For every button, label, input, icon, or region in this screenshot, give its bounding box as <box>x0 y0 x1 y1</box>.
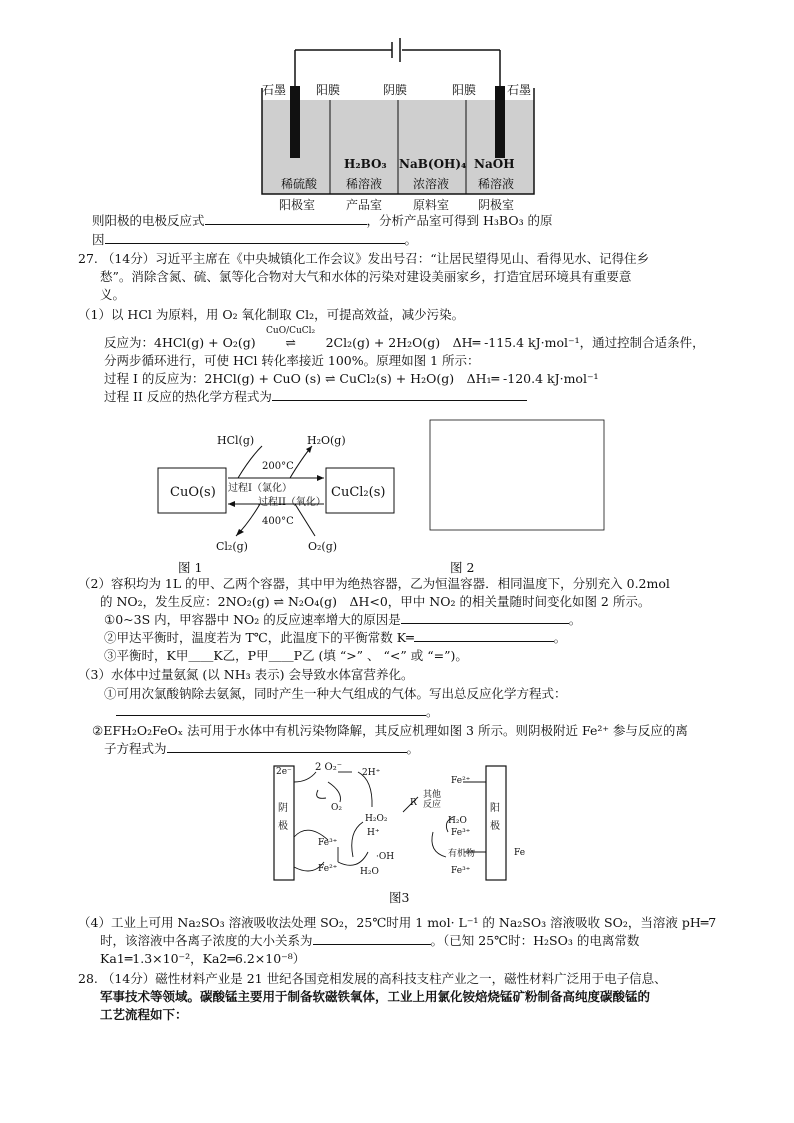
fig1-cuo: CuO(s) <box>170 485 216 500</box>
fig3-oh-radical: ·OH <box>376 852 395 862</box>
label-cation-membrane-2: 阳膜 <box>452 83 477 97</box>
part2-line-3: ①0~3S 内，甲容器中 NO₂ 的反应速率增大的原因是 。 <box>104 612 582 627</box>
part3-line-1: （3）水体中过量氨氮 (以 NH₃ 表示) 会导致水体富营养化。 <box>78 667 414 682</box>
fig3-fe2-top: Fe²⁺ <box>451 776 471 786</box>
solution-formula-nabo: NaB(OH)₄ <box>399 157 467 171</box>
fig3-fe-label: Fe <box>514 848 526 858</box>
q28-line-3: 工艺流程如下： <box>100 1007 188 1022</box>
answer-blank[interactable] <box>167 740 407 753</box>
q27-line-1: 27. （14分）习近平主席在《中央城镇化工作会议》发出号召：“让居民望得见山、看得见水、记得住乡 <box>78 251 650 266</box>
answer-blank[interactable] <box>105 231 405 244</box>
room-product: 产品室 <box>346 198 383 212</box>
fig3-2o2-minus: 2 O₂⁻ <box>315 762 343 773</box>
part3-line-4: 子方程式为 。 <box>104 741 420 756</box>
fig1-caption: 图 1 <box>178 560 203 575</box>
part2-line-2: 的 NO₂，发生反应：2NO₂(g) ⇌ N₂O₄(g) ΔH<0，甲中 NO₂ 的相关量随时间变化如图 2 所示。 <box>100 594 651 609</box>
answer-blank[interactable] <box>401 611 569 624</box>
label-graphite-right: 石墨 <box>507 83 532 97</box>
answer-blank[interactable] <box>116 703 426 716</box>
fig1-hcl: HCl(g) <box>217 434 255 447</box>
solution-dilute-2: 稀溶液 <box>346 177 383 191</box>
fig3-anode-label: 阳 极 <box>490 803 500 832</box>
reaction-line-2: 分两步循环进行，可使 HCl 转化率接近 100%。原理如图 1 所示： <box>104 353 480 368</box>
fig1-h2o: H₂O(g) <box>307 434 346 447</box>
fig1-process-1: 过程I（氯化） <box>228 483 292 494</box>
fig3-organic: 有机物 <box>448 849 476 859</box>
fig3-2h-plus: 2H⁺ <box>362 768 381 778</box>
fig1-cl2: Cl₂(g) <box>216 540 248 553</box>
part4-line-2: 时，该溶液中各离子浓度的大小关系为 。（已知 25℃时：H₂SO₃ 的电离常数 <box>100 933 640 948</box>
fig3-h2o2: H₂O₂ <box>365 814 388 824</box>
part2-line-5: ③平衡时，K甲＿＿K乙，P甲＿＿P乙 (填 “>” 、 “<” 或 “=”)。 <box>104 648 468 663</box>
fig1-o2: O₂(g) <box>308 540 338 553</box>
fig3-o2: O₂ <box>331 803 342 813</box>
label-anion-membrane: 阴膜 <box>383 83 408 97</box>
fig3-h2o: H₂O <box>360 867 379 877</box>
text-line-anode-reaction: 则阳极的电极反应式 ，分析产品室可得到 H₃BO₃ 的原 <box>92 213 553 228</box>
fig3-r: R <box>410 798 417 808</box>
solution-formula-h2bo3: H₂BO₃ <box>344 157 387 171</box>
fig2-caption: 图 2 <box>450 560 475 575</box>
part3-line-2: ①可用次氯酸钠除去氨氮，同时产生一种大气组成的气体。写出总反应化学方程式： <box>104 686 567 701</box>
room-raw: 原料室 <box>413 198 450 212</box>
part3-line-3: ②EFH₂O₂FeOₓ 法可用于水体中有机污染物降解，其反应机理如图 3 所示。则阴极附近 Fe²⁺ 参与反应的离 <box>92 723 688 738</box>
label-cation-membrane-1: 阳膜 <box>316 83 341 97</box>
part3-line-blank: 。 <box>116 703 439 721</box>
q28-line-1: 28. （14分）磁性材料产业是 21 世纪各国竞相发展的高科技支柱产业之一，磁性材料广泛用于电子信息、 <box>78 971 667 986</box>
solution-concentrated: 浓溶液 <box>413 177 450 191</box>
fig3-fe3-right: Fe³⁺ <box>451 828 471 838</box>
part2-line-4: ②甲达平衡时，温度若为 T℃，此温度下的平衡常数 K═ 。 <box>104 630 567 645</box>
text-line-reason: 因 。 <box>92 232 418 247</box>
part1-line: （1）以 HCl 为原料，用 O₂ 氧化制取 Cl₂，可提高效益，减少污染。 <box>78 307 465 322</box>
reaction-line-1: 反应为：4HCl(g) + O₂(g) CuO/CuCl₂ ⇌ 2Cl₂(g) + 2H₂O(g) ΔH═ -115.4 kJ·mol⁻¹，通过控制合适条件， <box>104 334 705 352</box>
part4-line-3: Ka1═1.3×10⁻²，Ka2═6.2×10⁻⁸） <box>100 951 306 966</box>
answer-blank[interactable] <box>205 212 367 225</box>
solution-dilute-4: 稀溶液 <box>478 177 515 191</box>
fig1-cucl2: CuCl₂(s) <box>331 485 386 500</box>
fig3-h2o-right: H₂O <box>448 816 467 826</box>
q28-line-2: 军事技术等领域。碳酸锰主要用于制备软磁铁氧体，工业上用氯化铵焙烧锰矿粉制备高纯度碳酸锰的 <box>100 989 651 1004</box>
reaction-line-3: 过程 I 的反应为：2HCl(g) + CuO (s) ⇌ CuCl₂(s) + H₂O(g) ΔH₁═ -120.4 kJ·mol⁻¹ <box>104 371 599 386</box>
q27-line-3: 义。 <box>100 287 126 302</box>
part4-line-1: （4）工业上可用 Na₂SO₃ 溶液吸收法处理 SO₂，25℃时用 1 mol· L⁻¹ 的 Na₂SO₃ 溶液吸收 SO₂，当溶液 pH═7 <box>78 915 717 930</box>
q27-line-2: 愁”。消除含氮、硫、氯等化合物对大气和水体的污染对建设美丽家乡，打造宜居环境具有重要意 <box>100 269 632 284</box>
room-anode: 阳极室 <box>279 198 316 212</box>
answer-blank[interactable] <box>313 932 431 945</box>
figure-3-mechanism-diagram <box>268 762 524 886</box>
fig3-h-plus: H⁺ <box>367 828 380 838</box>
answer-blank[interactable] <box>272 388 527 401</box>
label-graphite-left: 石墨 <box>262 83 287 97</box>
fig1-process-2: 过程II（氧化） <box>258 497 326 508</box>
fig3-caption: 图3 <box>389 890 410 905</box>
fig3-2e: 2e⁻ <box>276 767 292 777</box>
fig1-temp-400: 400°C <box>262 516 294 527</box>
fig3-other-reaction: 其他 反应 <box>423 790 442 810</box>
fig3-fe2: Fe²⁺ <box>318 864 338 874</box>
reaction-line-4: 过程 II 反应的热化学方程式为 <box>104 388 527 406</box>
fig3-fe3: Fe³⁺ <box>318 838 338 848</box>
figure-2-line-chart <box>404 402 632 564</box>
fig3-cathode-label: 阴 极 <box>278 803 288 832</box>
solution-dilute-sulfuric: 稀硫酸 <box>281 177 318 191</box>
room-cathode: 阴极室 <box>478 198 515 212</box>
fig1-temp-200: 200°C <box>262 461 294 472</box>
catalyst-label: CuO/CuCl₂ <box>266 326 316 336</box>
fig3-fe3-bottom: Fe³⁺ <box>451 866 471 876</box>
solution-formula-naoh: NaOH <box>474 157 515 171</box>
part2-line-1: （2）容积均为 1L 的甲、乙两个容器，其中甲为绝热容器，乙为恒温容器．相同温度下，分别充入 0.2mol <box>78 576 670 591</box>
answer-blank[interactable] <box>414 629 554 642</box>
plot-frame <box>430 420 604 530</box>
